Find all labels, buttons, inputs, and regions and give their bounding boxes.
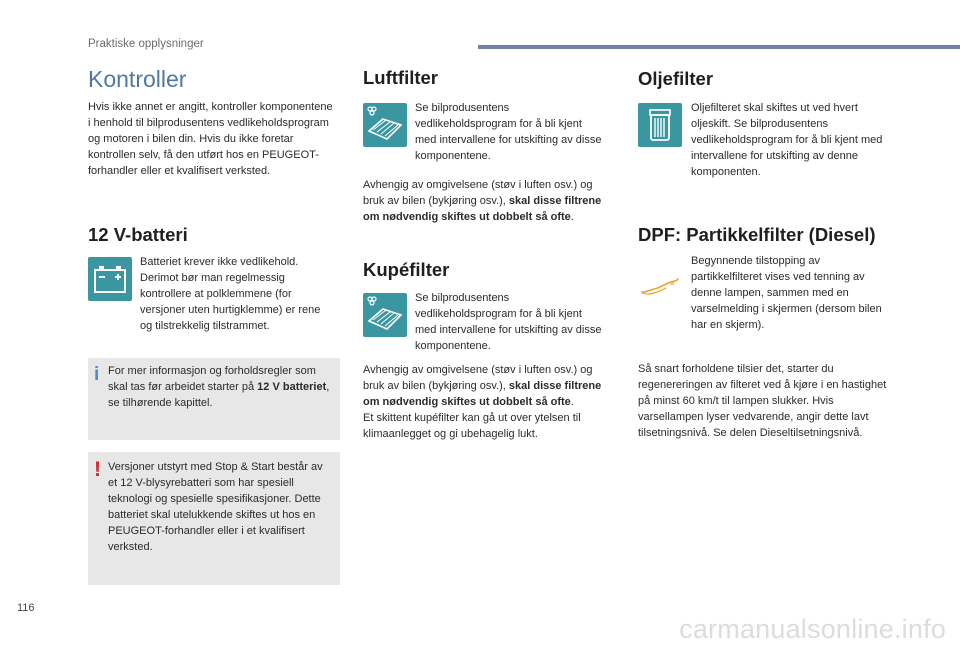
oil-filter-heading: Oljefilter bbox=[638, 68, 714, 89]
dpf-body: Så snart forholdene tilsier det, starter du regenereringen av filteret ved å kjøre i en hastighet på minst 60 km/t til lampen slukker. Hvis varsellampen lyser vedvarende, angir dette lavt tilsetningsnivå. Se delen Dieseltilsetningsnivå. bbox=[638, 363, 887, 439]
battery-icon bbox=[88, 257, 132, 301]
page-number: 116 bbox=[17, 602, 35, 614]
warning-note bbox=[88, 452, 340, 585]
watermark: carmanualsonline.info bbox=[679, 614, 946, 644]
air-filter-body: Avhengig av omgivelsene (støv i luften osv.) og bruk av bilen (bykjøring osv.), skal disse filtrene om nødvendig skiftes ut dobbelt så ofte. bbox=[363, 179, 602, 223]
page-title: Kontroller bbox=[88, 66, 187, 92]
air-filter-icon-text: Se bilprodusentens vedlikeholdsprogram for å bli kjent med intervallene for utskifting av disse komponentene. bbox=[415, 102, 602, 162]
section-label: Praktiske opplysninger bbox=[88, 38, 204, 50]
info-note-text: For mer informasjon og forholdsregler som skal tas før arbeidet starter på 12 V batteriet, se tilhørende kapittel. bbox=[108, 365, 330, 409]
cabin-filter-icon-text: Se bilprodusentens vedlikeholdsprogram for å bli kjent med intervallene for utskifting av disse komponentene. bbox=[415, 292, 602, 352]
dpf-icon-text: Begynnende tilstopping av partikkelfilteret vises ved tenning av denne lampen, sammen med en varselmelding i skjermen (dersom bilen har en skjerm). bbox=[691, 255, 882, 331]
warning-icon: ! bbox=[94, 458, 101, 481]
air-filter-icon bbox=[363, 103, 407, 147]
air-filter-heading: Luftfilter bbox=[363, 67, 439, 88]
cabin-filter-icon bbox=[363, 293, 407, 337]
dpf-heading: DPF: Partikkelfilter (Diesel) bbox=[638, 224, 876, 245]
info-icon: i bbox=[94, 364, 100, 385]
header-bar bbox=[478, 45, 960, 49]
oil-filter-icon-text: Oljefilteret skal skiftes ut ved hvert oljeskift. Se bilprodusentens vedlikeholdsprogram for å bli kjent med intervallene for utskifting av denne komponenten. bbox=[691, 102, 883, 178]
battery-heading: 12 V-batteri bbox=[88, 224, 188, 245]
info-note bbox=[88, 358, 340, 440]
dpf-warning-icon bbox=[638, 262, 682, 306]
oil-filter-icon bbox=[638, 103, 682, 147]
cabin-filter-heading: Kupéfilter bbox=[363, 259, 450, 280]
column-1 bbox=[88, 66, 340, 93]
cabin-filter-body: Avhengig av omgivelsene (støv i luften osv.) og bruk av bilen (bykjøring osv.), skal disse filtrene om nødvendig skiftes ut dobbelt så ofte. Et skittent kupéfilter kan gå ut over ytelsen til klimaanlegget og gi ubehagelig lukt. bbox=[363, 364, 602, 440]
warning-note-text: Versjoner utstyrt med Stop & Start består av et 12 V-blysyrebatteri som har spesiell teknologi og spesielle spesifikasjoner. Dette batteriet skal utelukkende skiftes ut hos en PEUGEOT-forhandler eller i et kvalifisert verksted. bbox=[108, 461, 323, 553]
intro-text: Hvis ikke annet er angitt, kontroller komponentene i henhold til bilprodusentens vedlikeholdsprogram og motoren i bilen din. Hvis du ikke foretar kontrollen selv, få den utført hos en PEUGEOT-forhandler eller et kvalifisert verksted. bbox=[88, 101, 333, 177]
battery-text: Batteriet krever ikke vedlikehold. Derimot bør man regelmessig kontrollere at polklemmene (for versjoner uten hurtigklemme) er rene og tilstrekkelig tilstrammet. bbox=[140, 256, 321, 332]
